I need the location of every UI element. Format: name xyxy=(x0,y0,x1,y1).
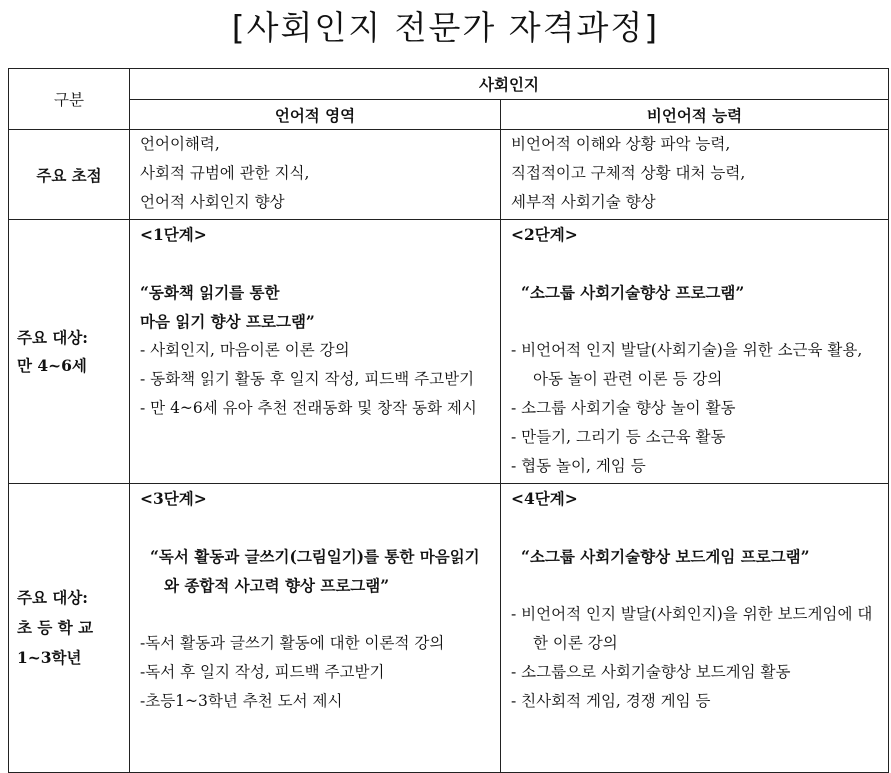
stage4-item: - 친사회적 게임, 경쟁 게임 등 xyxy=(511,692,711,710)
focus-nonverbal-cell xyxy=(501,130,889,220)
focus-nonverbal-line: 비언어적 이해와 상황 파악 능력, xyxy=(511,135,731,153)
focus-verbal-line: 사회적 규범에 관한 지식, xyxy=(140,164,310,182)
stage1-item: - 사회인지, 마음이론 이론 강의 xyxy=(140,341,350,359)
target-label-preschool xyxy=(9,220,130,484)
page-title: [사회인지 전문가 자격과정] xyxy=(231,8,660,47)
stage3-item: -독서 활동과 글쓰기 활동에 대한 이론적 강의 xyxy=(140,634,445,652)
stage3-item: -초등1~3학년 추천 도서 제시 xyxy=(140,692,343,710)
focus-nonverbal-line: 직접적이고 구체적 상황 대처 능력, xyxy=(511,164,746,182)
header-row-1 xyxy=(9,69,889,100)
target-label-line: 주요 대상: xyxy=(17,327,89,347)
target-row-preschool xyxy=(9,220,889,484)
target-row-elementary xyxy=(9,484,889,773)
target-label-line: 만 4~6세 xyxy=(17,355,87,375)
nonverbal-column-header: 비언어적 능력 xyxy=(501,100,889,130)
stage3-program: “독서 활동과 글쓰기(그림일기)를 통한 마음읽기와 종합적 사고력 향상 프로그램” xyxy=(150,547,480,595)
group-header: 사회인지 xyxy=(130,69,889,100)
stage2-item: - 만들기, 그리기 등 소근육 활동 xyxy=(511,428,726,446)
stage1-program-line: 마음 읽기 향상 프로그램” xyxy=(140,312,315,331)
stage2-program: “소그룹 사회기술향상 프로그램” xyxy=(521,283,745,302)
stage4-item: - 비언어적 인지 발달(사회인지)을 위한 보드게임에 대한 이론 강의 xyxy=(511,605,873,652)
stage4-program: “소그룹 사회기술향상 보드게임 프로그램” xyxy=(521,547,810,566)
focus-nonverbal-line: 세부적 사회기술 향상 xyxy=(511,193,656,211)
focus-verbal-line: 언어이해력, xyxy=(140,135,220,153)
target-label-line: 주요 대상: xyxy=(17,588,89,607)
header-row-2 xyxy=(9,100,889,130)
stage3-title: <3단계> xyxy=(140,489,207,508)
stage1-item: - 동화책 읽기 활동 후 일지 작성, 피드백 주고받기 xyxy=(140,370,475,388)
stage1-cell xyxy=(130,220,501,484)
verbal-column-header: 언어적 영역 xyxy=(130,100,501,130)
focus-verbal-cell xyxy=(130,130,501,220)
stage3-item: -독서 후 일지 작성, 피드백 주고받기 xyxy=(140,663,385,681)
stage3-cell xyxy=(130,484,501,773)
focus-verbal-line: 언어적 사회인지 향상 xyxy=(140,193,285,211)
stage1-item: - 만 4~6세 유아 추천 전래동화 및 창작 동화 제시 xyxy=(140,399,477,417)
stage2-item: - 소그룹 사회기술 향상 놀이 활동 xyxy=(511,399,736,417)
stage2-item: - 비언어적 인지 발달(사회기술)을 위한 소근육 활용, 아동 놀이 관련 이론 등 강의 xyxy=(511,341,863,388)
category-header: 구분 xyxy=(9,69,130,130)
target-label-line: 초 등 학 교 xyxy=(17,618,94,637)
target-label-line: 1~3학년 xyxy=(17,648,82,667)
stage2-title: <2단계> xyxy=(511,225,578,244)
stage1-program-line: “동화책 읽기를 통한 xyxy=(140,283,280,302)
stage2-item: - 협동 놀이, 게임 등 xyxy=(511,457,646,475)
course-table xyxy=(8,68,889,773)
stage1-title: <1단계> xyxy=(140,225,207,244)
focus-row xyxy=(9,130,889,220)
focus-label: 주요 초점 xyxy=(9,130,130,220)
stage4-title: <4단계> xyxy=(511,489,578,508)
stage2-cell xyxy=(501,220,889,484)
target-label-elementary xyxy=(9,484,130,773)
stage4-cell xyxy=(501,484,889,773)
stage4-item: - 소그룹으로 사회기술향상 보드게임 활동 xyxy=(511,663,791,681)
